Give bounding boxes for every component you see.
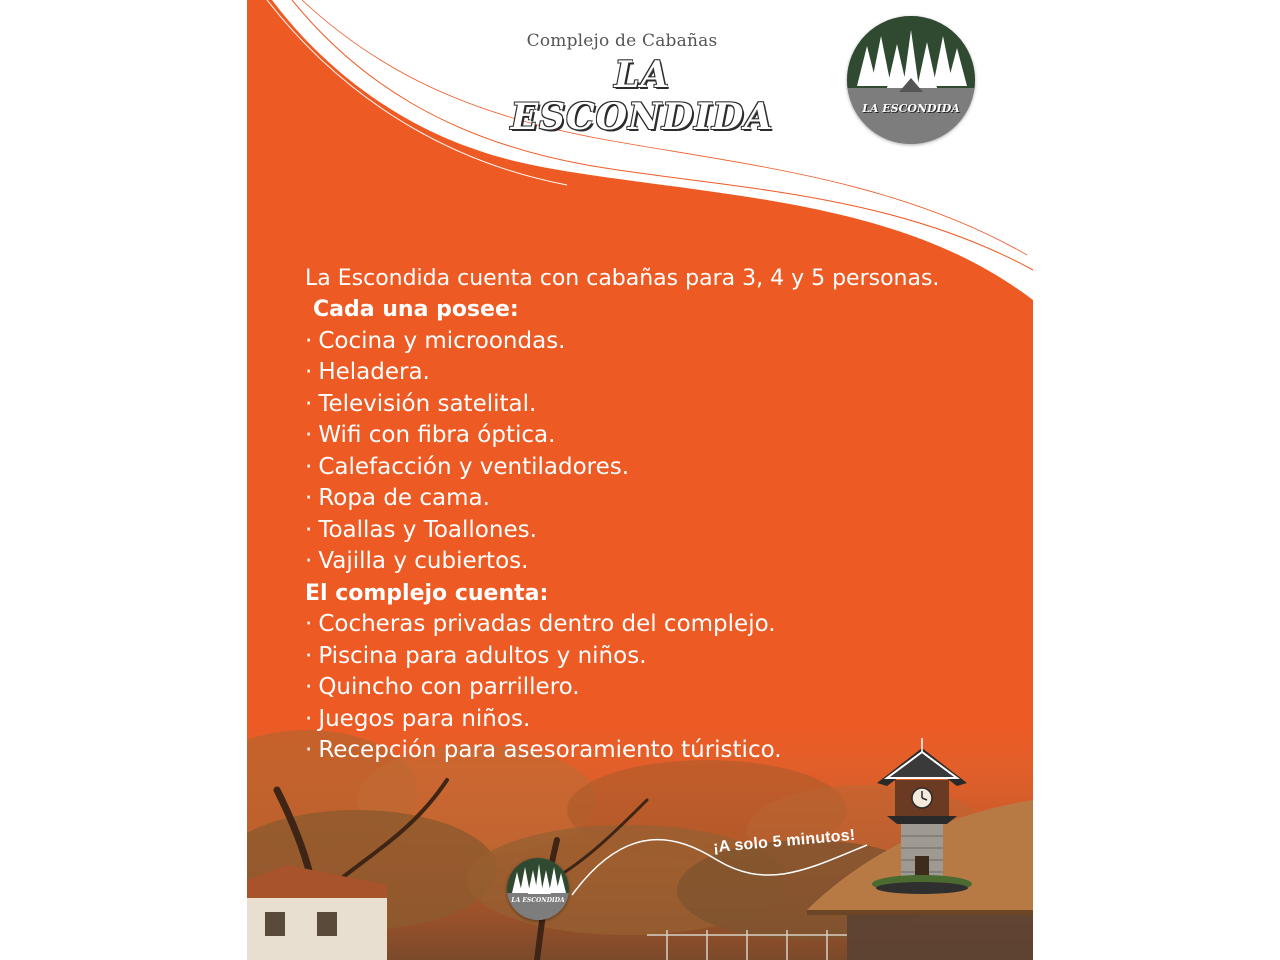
pine-forest-icon [507,858,569,920]
list-item: · Vajilla y cubiertos. [305,548,529,574]
list-item: · Televisión satelital. [305,390,537,417]
list-item: · Cocina y microondas. [305,327,566,354]
intro-text: La Escondida cuenta con cabañas para 3, 4 y 5 personas. [305,266,940,291]
list-item: · Toallas y Toallones. [305,516,537,543]
content-block [305,263,1005,767]
list-item: · Cocheras privadas dentro del complejo. [305,611,776,637]
list-item: · Juegos para niños. [305,705,531,732]
cabin-heading: Cada una posee: [313,297,519,322]
logo-small-text: LA ESCONDIDA [511,897,565,904]
complex-heading: El complejo cuenta: [305,580,549,606]
pine-forest-icon [847,16,975,144]
list-item: · Recepción para asesoramiento túristico. [305,737,782,763]
flyer [247,0,1033,960]
list-item: · Heladera. [305,359,430,385]
list-item: · Wifi con fibra óptica. [305,422,556,448]
logo-large-text: LA ESCONDIDA [862,102,960,115]
header-title: LA ESCONDIDA [510,54,774,138]
list-item: · Calefacción y ventiladores. [305,453,630,480]
cabin-list [305,326,1005,578]
clock-tower-icon [867,738,977,898]
list-item: · Quincho con parrillero. [305,674,580,700]
logo-large [847,16,975,144]
logo-small [507,858,569,920]
list-item: · Piscina para adultos y niños. [305,642,647,669]
tagline: ¡A solo 5 minutos! [712,826,856,857]
list-item: · Ropa de cama. [305,485,490,511]
header-subtitle: Complejo de Cabañas [526,31,718,51]
